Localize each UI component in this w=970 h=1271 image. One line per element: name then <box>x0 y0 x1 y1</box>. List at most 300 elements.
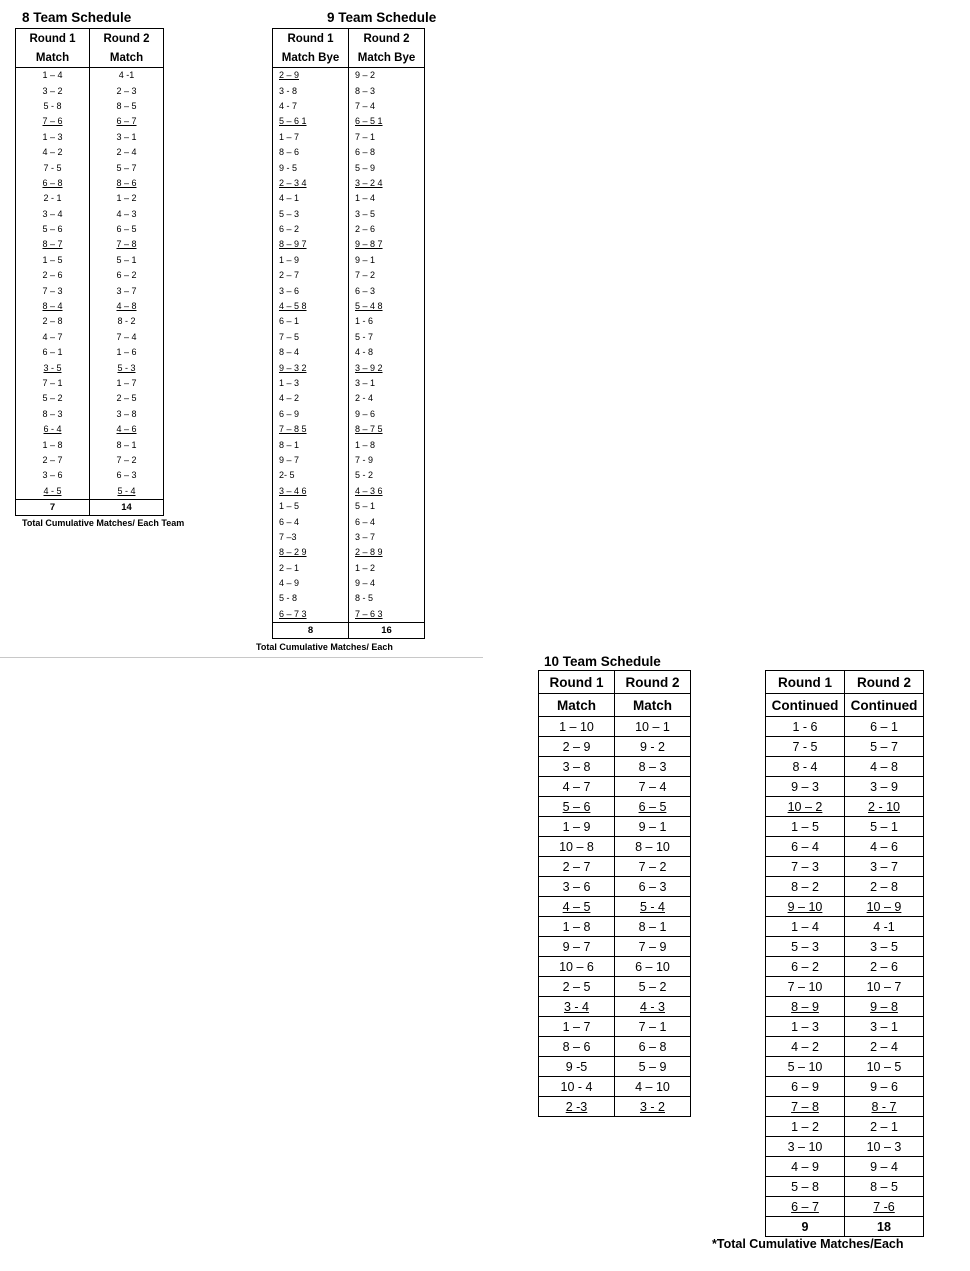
team9-total-note: Total Cumulative Matches/ Each <box>256 642 393 652</box>
team9-row <box>273 207 425 222</box>
team10a-row <box>539 837 691 857</box>
team8-row <box>16 453 164 468</box>
team10b-cell-round1: 9 – 3 <box>766 777 845 797</box>
team10b-cell-round2: 10 – 3 <box>845 1137 924 1157</box>
team9-row <box>273 237 425 252</box>
team10b-row <box>766 757 924 777</box>
team10a-row <box>539 977 691 997</box>
team10a-cell-round2: 7 – 9 <box>615 937 691 957</box>
team10a-row <box>539 777 691 797</box>
team8-row <box>16 222 164 237</box>
team8-cell-round1: 3 - 5 <box>16 360 90 375</box>
team8-cell-round1: 3 – 4 <box>16 207 90 222</box>
team10a-cell-round2: 9 - 2 <box>615 737 691 757</box>
team9-cell-round1: 3 – 4 6 <box>273 484 349 499</box>
team8-row <box>16 468 164 483</box>
team10a-row <box>539 1037 691 1057</box>
team8-cell-round2: 1 – 6 <box>116 347 137 358</box>
team10a-cell-round1: 1 – 8 <box>539 917 615 937</box>
team9-row <box>273 360 425 375</box>
team8-row <box>16 283 164 298</box>
team10b-row <box>766 857 924 877</box>
team8-schedule-table <box>15 28 164 516</box>
team8-cell-round2: 8 – 5 <box>116 100 137 111</box>
team9-row <box>273 345 425 360</box>
team10a-subheader-match1: Match <box>539 694 615 717</box>
team10b-cell-round2: 9 – 6 <box>845 1077 924 1097</box>
team10a-cell-round2: 6 – 8 <box>615 1037 691 1057</box>
team9-row <box>273 607 425 623</box>
team9-cell-round1: 6 – 4 <box>273 514 349 529</box>
team9-row <box>273 191 425 206</box>
team9-cell-round1: 9 – 7 <box>273 453 349 468</box>
team10b-row <box>766 1177 924 1197</box>
team10a-cell-round1: 9 -5 <box>539 1057 615 1077</box>
team9-cell-round1: 2 – 3 4 <box>273 176 349 191</box>
team8-cell-round2: 5 - 4 <box>117 485 136 496</box>
team10a-cell-round2: 4 – 10 <box>615 1077 691 1097</box>
team9-cell-round1: 4 – 1 <box>273 191 349 206</box>
team8-row <box>16 145 164 160</box>
team8-cell-round1: 2 – 8 <box>16 314 90 329</box>
team10b-row <box>766 837 924 857</box>
team10b-cell-round1: 10 – 2 <box>766 797 845 817</box>
team10b-row <box>766 917 924 937</box>
team8-row <box>16 99 164 114</box>
section-divider <box>0 657 483 658</box>
team9-row <box>273 376 425 391</box>
team10b-cell-round2: 10 – 7 <box>845 977 924 997</box>
team8-cell-round1: 4 – 7 <box>16 330 90 345</box>
team9-cell-round2: 4 - 8 <box>355 347 374 358</box>
team9-header-round2: Round 2 <box>363 32 410 45</box>
team8-cell-round2: 5 - 3 <box>117 362 136 373</box>
team9-cell-round2: 5 - 2 <box>355 470 374 481</box>
team10a-cell-round2: 8 – 3 <box>615 757 691 777</box>
team8-cell-round1: 8 – 4 <box>16 299 90 314</box>
team10a-cell-round2: 5 – 2 <box>615 977 691 997</box>
team9-cell-round2: 5 - 7 <box>355 331 374 342</box>
team10b-cell-round1: 4 – 2 <box>766 1037 845 1057</box>
team8-row <box>16 253 164 268</box>
team9-row <box>273 268 425 283</box>
team10b-cell-round1: 7 – 10 <box>766 977 845 997</box>
team9-row <box>273 576 425 591</box>
team10b-header-round2: Round 2 <box>845 671 924 694</box>
team8-cell-round2: 5 – 1 <box>116 254 137 265</box>
team10b-cell-round1: 5 – 3 <box>766 937 845 957</box>
team8-total-round1: 7 <box>16 499 90 515</box>
team8-row <box>16 130 164 145</box>
team10b-cell-round2: 6 – 1 <box>845 717 924 737</box>
team10b-cell-round1: 1 - 6 <box>766 717 845 737</box>
team10b-row <box>766 1057 924 1077</box>
team8-cell-round1: 8 – 3 <box>16 407 90 422</box>
team8-cell-round1: 4 – 2 <box>16 145 90 160</box>
team8-cell-round1: 8 – 7 <box>16 237 90 252</box>
team10b-row <box>766 997 924 1017</box>
team10-title: 10 Team Schedule <box>544 654 661 669</box>
team10a-cell-round2: 6 – 10 <box>615 957 691 977</box>
team9-cell-round1: 8 – 9 7 <box>273 237 349 252</box>
team8-cell-round1: 1 – 5 <box>16 253 90 268</box>
team8-cell-round2: 3 – 7 <box>116 285 137 296</box>
team10b-cell-round2: 3 – 9 <box>845 777 924 797</box>
team9-cell-round1: 1 – 5 <box>273 499 349 514</box>
team10b-cell-round2: 5 – 7 <box>845 737 924 757</box>
team10a-cell-round1: 3 - 4 <box>539 997 615 1017</box>
team10b-cell-round1: 8 – 2 <box>766 877 845 897</box>
team10a-row <box>539 857 691 877</box>
team9-cell-round2: 2 - 4 <box>355 393 374 404</box>
team10b-cell-round1: 1 – 3 <box>766 1017 845 1037</box>
team9-cell-round2: 1 – 2 <box>355 562 376 573</box>
team9-total-round1: 8 <box>273 623 349 639</box>
team8-row <box>16 360 164 375</box>
team9-cell-round1: 4 - 7 <box>273 99 349 114</box>
team9-cell-round1: 5 – 6 1 <box>273 114 349 129</box>
team8-cell-round2: 7 – 8 <box>116 239 137 250</box>
team8-cell-round2: 6 – 7 <box>116 116 137 127</box>
team10b-cell-round2: 9 – 8 <box>845 997 924 1017</box>
team9-cell-round1: 9 – 3 2 <box>273 360 349 375</box>
team9-cell-round1: 3 – 6 <box>273 283 349 298</box>
team10a-cell-round2: 6 – 5 <box>615 797 691 817</box>
team8-total-note: Total Cumulative Matches/ Each Team <box>22 518 185 528</box>
team8-cell-round1: 4 - 5 <box>16 484 90 500</box>
team8-cell-round2: 3 – 1 <box>116 131 137 142</box>
team10b-cell-round1: 3 – 10 <box>766 1137 845 1157</box>
team10b-row <box>766 717 924 737</box>
team9-cell-round2: 5 – 9 <box>355 162 376 173</box>
team8-header-round1: Round 1 <box>16 29 90 49</box>
team10b-row <box>766 977 924 997</box>
team9-cell-round2: 1 – 8 <box>355 439 376 450</box>
team9-totals-row <box>273 623 425 639</box>
team10a-cell-round1: 4 – 7 <box>539 777 615 797</box>
team10b-cell-round1: 6 – 2 <box>766 957 845 977</box>
team9-cell-round1: 8 – 6 <box>273 145 349 160</box>
team9-cell-round2: 7 – 1 <box>355 131 376 142</box>
team8-row <box>16 484 164 500</box>
team10b-cell-round1: 6 – 9 <box>766 1077 845 1097</box>
team10a-row <box>539 1017 691 1037</box>
team10b-cell-round2: 3 – 7 <box>845 857 924 877</box>
team8-cell-round2: 1 – 7 <box>116 378 137 388</box>
team9-cell-round2: 7 – 6 3 <box>355 608 383 619</box>
team10b-cell-round2: 7 -6 <box>845 1197 924 1217</box>
team10b-cell-round2: 10 – 9 <box>845 897 924 917</box>
team9-row <box>273 484 425 499</box>
team9-row <box>273 99 425 114</box>
team9-cell-round2: 8 – 3 <box>355 85 376 96</box>
team10a-cell-round2: 9 – 1 <box>615 817 691 837</box>
team10b-cell-round2: 3 – 1 <box>845 1017 924 1037</box>
team10b-cell-round2: 4 – 6 <box>845 837 924 857</box>
team10a-cell-round2: 6 – 3 <box>615 877 691 897</box>
team9-cell-round2: 7 – 2 <box>355 270 376 281</box>
team10-schedule-table-b <box>765 670 924 1237</box>
team8-cell-round1: 7 – 6 <box>16 114 90 129</box>
team9-subheader-match-bye1: Match Bye <box>273 48 349 68</box>
team8-row <box>16 191 164 206</box>
team9-cell-round2: 9 – 6 <box>355 408 376 419</box>
team9-row <box>273 407 425 422</box>
team9-cell-round2: 3 – 7 <box>355 531 376 542</box>
team10a-row <box>539 1057 691 1077</box>
team9-cell-round2: 7 - 9 <box>355 454 374 465</box>
team10a-cell-round1: 2 – 5 <box>539 977 615 997</box>
team8-cell-round1: 7 – 1 <box>16 376 90 391</box>
team10b-cell-round2: 2 – 1 <box>845 1117 924 1137</box>
team8-row <box>16 376 164 391</box>
team9-cell-round2: 5 – 1 <box>355 501 376 512</box>
team9-cell-round2: 9 – 1 <box>355 254 376 265</box>
team9-cell-round2: 8 – 7 5 <box>355 424 383 435</box>
team10b-cell-round2: 8 – 5 <box>845 1177 924 1197</box>
team10-total-note: *Total Cumulative Matches/Each <box>712 1237 904 1251</box>
team10b-totals-row <box>766 1217 924 1237</box>
team9-subheader-match-bye2: Match Bye <box>349 48 425 68</box>
team10a-row <box>539 757 691 777</box>
team8-cell-round1: 5 - 8 <box>16 99 90 114</box>
team8-row <box>16 160 164 175</box>
team9-row <box>273 422 425 437</box>
team10b-row <box>766 897 924 917</box>
team10a-row <box>539 917 691 937</box>
team9-total-round2: 16 <box>349 623 425 639</box>
team8-row <box>16 68 164 84</box>
team10b-row <box>766 1017 924 1037</box>
team9-cell-round2: 9 – 2 <box>355 70 376 81</box>
team9-cell-round2: 2 – 6 <box>355 224 376 235</box>
team10b-cell-round2: 2 - 10 <box>845 797 924 817</box>
team8-cell-round1: 5 – 2 <box>16 391 90 406</box>
team10a-cell-round2: 8 – 10 <box>615 837 691 857</box>
team8-row <box>16 314 164 329</box>
team9-cell-round1: 8 – 1 <box>273 437 349 452</box>
team10b-cell-round1: 1 – 5 <box>766 817 845 837</box>
team8-cell-round1: 3 – 6 <box>16 468 90 483</box>
team10b-header-round1: Round 1 <box>766 671 845 694</box>
team10b-cell-round1: 7 – 8 <box>766 1097 845 1117</box>
team10b-row <box>766 737 924 757</box>
team9-row <box>273 591 425 606</box>
team9-cell-round2: 3 – 5 <box>355 208 376 219</box>
team10b-cell-round2: 2 – 8 <box>845 877 924 897</box>
team10b-cell-round1: 8 – 9 <box>766 997 845 1017</box>
team10a-header-round2: Round 2 <box>615 671 691 694</box>
team10b-subheader-continued2: Continued <box>845 694 924 717</box>
team9-row <box>273 130 425 145</box>
team10b-row <box>766 777 924 797</box>
team10a-cell-round1: 8 – 6 <box>539 1037 615 1057</box>
team10b-cell-round1: 4 – 9 <box>766 1157 845 1177</box>
team8-total-round2: 14 <box>90 499 164 515</box>
team9-cell-round2: 1 - 6 <box>355 316 374 327</box>
team9-cell-round1: 7 – 5 <box>273 330 349 345</box>
team9-row <box>273 283 425 298</box>
team10a-cell-round1: 1 – 7 <box>539 1017 615 1037</box>
team9-cell-round1: 4 – 5 8 <box>273 299 349 314</box>
team9-cell-round1: 2 – 9 <box>273 68 349 84</box>
team9-cell-round2: 5 – 4 8 <box>355 301 383 312</box>
team10a-cell-round2: 4 - 3 <box>615 997 691 1017</box>
team9-header-round1: Round 1 <box>273 29 349 49</box>
team9-cell-round1: 9 - 5 <box>273 160 349 175</box>
team9-row <box>273 114 425 129</box>
team9-title: 9 Team Schedule <box>327 10 437 25</box>
team10a-row <box>539 1097 691 1117</box>
team8-cell-round1: 2 - 1 <box>16 191 90 206</box>
team9-row <box>273 160 425 175</box>
team10a-cell-round1: 9 – 7 <box>539 937 615 957</box>
team10a-row <box>539 797 691 817</box>
team10b-row <box>766 877 924 897</box>
team10a-cell-round2: 7 – 2 <box>615 857 691 877</box>
team8-cell-round2: 4 -1 <box>118 70 135 81</box>
team8-cell-round2: 4 – 3 <box>116 208 137 219</box>
team9-cell-round1: 7 –3 <box>273 530 349 545</box>
team10a-cell-round1: 2 – 9 <box>539 737 615 757</box>
team8-cell-round1: 7 – 3 <box>16 283 90 298</box>
team8-cell-round2: 4 – 8 <box>116 301 137 312</box>
team10a-cell-round1: 3 – 8 <box>539 757 615 777</box>
team10a-row <box>539 1077 691 1097</box>
team9-row <box>273 176 425 191</box>
team9-row <box>273 468 425 483</box>
team9-cell-round2: 4 – 3 6 <box>355 485 383 496</box>
team8-title: 8 Team Schedule <box>22 10 132 25</box>
team9-cell-round1: 8 – 2 9 <box>273 545 349 560</box>
team8-row <box>16 83 164 98</box>
team9-row <box>273 391 425 406</box>
team9-cell-round2: 7 – 4 <box>355 100 376 111</box>
team9-cell-round1: 6 – 1 <box>273 314 349 329</box>
team8-cell-round1: 1 – 8 <box>16 437 90 452</box>
team8-cell-round1: 6 – 8 <box>16 176 90 191</box>
team10b-cell-round1: 1 – 4 <box>766 917 845 937</box>
team8-cell-round2: 5 – 7 <box>116 162 137 173</box>
team10a-row <box>539 937 691 957</box>
team9-cell-round1: 6 – 7 3 <box>273 607 349 623</box>
team8-row <box>16 391 164 406</box>
team8-cell-round2: 7 – 4 <box>116 331 137 342</box>
team9-cell-round1: 2- 5 <box>273 468 349 483</box>
team10b-row <box>766 1097 924 1117</box>
team8-row <box>16 268 164 283</box>
team10b-cell-round2: 3 – 5 <box>845 937 924 957</box>
team10b-cell-round1: 6 – 7 <box>766 1197 845 1217</box>
team10a-cell-round1: 1 – 9 <box>539 817 615 837</box>
team10a-row <box>539 997 691 1017</box>
team9-row <box>273 514 425 529</box>
team10b-subheader-continued1: Continued <box>766 694 845 717</box>
team9-row <box>273 253 425 268</box>
team10a-cell-round1: 10 – 8 <box>539 837 615 857</box>
team9-cell-round2: 6 – 8 <box>355 147 376 158</box>
team10b-cell-round2: 10 – 5 <box>845 1057 924 1077</box>
team8-cell-round2: 6 – 5 <box>116 224 137 235</box>
team8-row <box>16 207 164 222</box>
team9-row <box>273 561 425 576</box>
team8-row <box>16 237 164 252</box>
team9-cell-round1: 8 – 4 <box>273 345 349 360</box>
team9-cell-round2: 9 – 4 <box>355 578 376 589</box>
team8-row <box>16 422 164 437</box>
team10b-row <box>766 1137 924 1157</box>
team8-cell-round2: 8 - 2 <box>117 316 136 327</box>
team10b-cell-round1: 5 – 8 <box>766 1177 845 1197</box>
team10a-cell-round1: 3 – 6 <box>539 877 615 897</box>
team9-cell-round1: 4 – 9 <box>273 576 349 591</box>
team8-cell-round2: 8 – 1 <box>116 439 137 450</box>
team10b-row <box>766 1037 924 1057</box>
team9-cell-round2: 6 – 3 <box>355 285 376 296</box>
team8-cell-round2: 2 – 4 <box>116 147 137 158</box>
team9-cell-round2: 6 – 5 1 <box>355 116 383 127</box>
team10b-row <box>766 937 924 957</box>
team10a-row <box>539 897 691 917</box>
team9-cell-round1: 5 - 8 <box>273 591 349 606</box>
team8-cell-round1: 7 - 5 <box>16 160 90 175</box>
team9-cell-round1: 2 – 7 <box>273 268 349 283</box>
team10b-row <box>766 1117 924 1137</box>
team8-subheader-match2: Match <box>90 48 164 68</box>
team10b-cell-round1: 7 - 5 <box>766 737 845 757</box>
team10a-subheader-match2: Match <box>615 694 691 717</box>
team8-cell-round2: 1 – 2 <box>116 193 137 204</box>
team10a-cell-round2: 10 – 1 <box>615 717 691 737</box>
team9-row <box>273 453 425 468</box>
team10b-cell-round1: 5 – 10 <box>766 1057 845 1077</box>
team10a-row <box>539 877 691 897</box>
team10a-row <box>539 737 691 757</box>
team9-cell-round1: 6 – 9 <box>273 407 349 422</box>
team9-cell-round2: 1 – 4 <box>355 193 376 204</box>
team10b-row <box>766 957 924 977</box>
team8-totals-row <box>16 499 164 515</box>
team8-cell-round2: 3 – 8 <box>116 408 137 419</box>
team10a-cell-round1: 2 -3 <box>539 1097 615 1117</box>
team8-cell-round2: 4 – 6 <box>116 424 137 435</box>
team10a-cell-round1: 10 – 6 <box>539 957 615 977</box>
team8-row <box>16 330 164 345</box>
team8-row <box>16 437 164 452</box>
team8-cell-round1: 1 – 3 <box>16 130 90 145</box>
team8-cell-round2: 8 – 6 <box>116 177 137 188</box>
team10b-row <box>766 1077 924 1097</box>
team9-row <box>273 530 425 545</box>
team9-cell-round1: 2 – 1 <box>273 561 349 576</box>
team9-row <box>273 222 425 237</box>
team8-cell-round1: 2 – 6 <box>16 268 90 283</box>
team10b-row <box>766 817 924 837</box>
team9-cell-round1: 1 – 3 <box>273 376 349 391</box>
team8-row <box>16 299 164 314</box>
team10b-cell-round2: 5 – 1 <box>845 817 924 837</box>
team10a-cell-round1: 2 – 7 <box>539 857 615 877</box>
team8-cell-round1: 1 – 4 <box>16 68 90 84</box>
team10a-cell-round2: 7 – 1 <box>615 1017 691 1037</box>
team10a-header-round1: Round 1 <box>539 671 615 694</box>
team9-cell-round2: 2 – 8 9 <box>355 547 383 558</box>
team9-row <box>273 314 425 329</box>
team10a-cell-round1: 1 – 10 <box>539 717 615 737</box>
team9-cell-round2: 3 – 1 <box>355 378 376 388</box>
team10a-cell-round2: 3 - 2 <box>615 1097 691 1117</box>
team10b-row <box>766 1197 924 1217</box>
